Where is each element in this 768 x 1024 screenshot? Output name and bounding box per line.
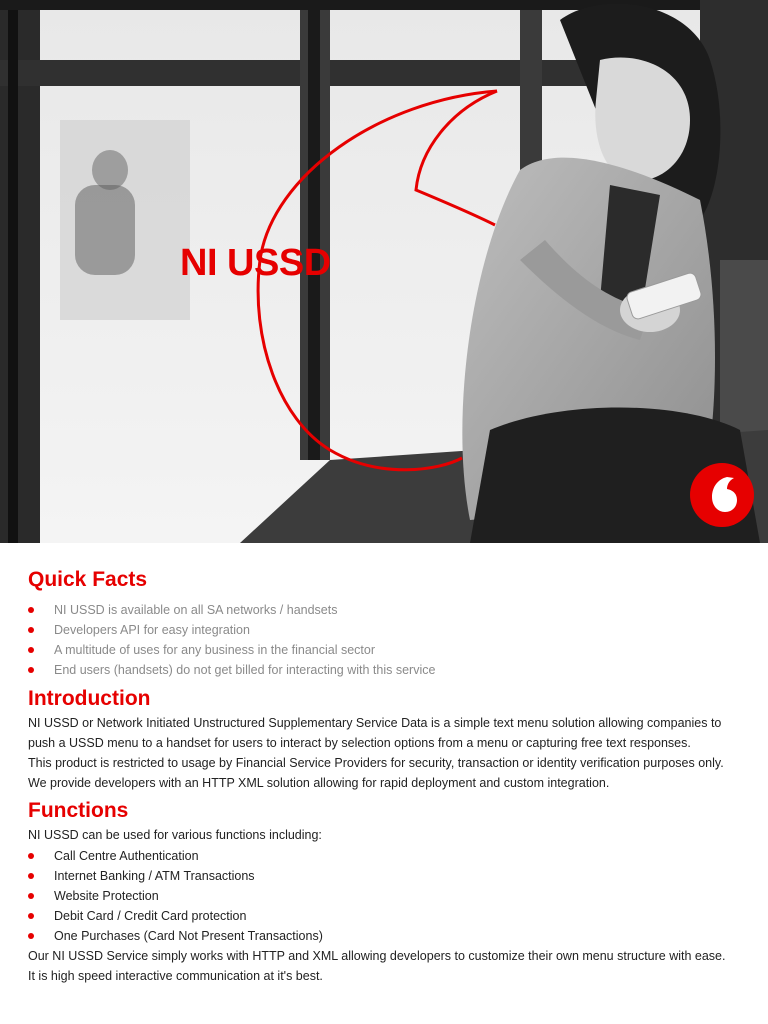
quick-facts-heading: Quick Facts [28,568,148,591]
introduction-line: We provide developers with an HTTP XML solution allowing for rapid deployment and custom integration. [28,776,610,790]
functions-closing-line: Our NI USSD Service simply works with HTTP and XML allowing developers to customize their own menu structure with ease. [28,949,726,963]
bullet-icon [28,667,34,673]
bullet-icon [28,627,34,633]
bullet-icon [28,853,34,859]
hero-title: NI USSD [180,242,331,284]
list-item: NI USSD is available on all SA networks / handsets [0,600,435,620]
list-item: Call Centre Authentication [0,846,323,866]
list-item: Website Protection [0,886,323,906]
functions-intro: NI USSD can be used for various functions including: [28,828,322,842]
functions-heading: Functions [28,799,129,822]
vodafone-logo-icon [690,463,754,527]
introduction-line: push a USSD menu to a handset for users to interact by selection options from a menu or capturing free text responses. [28,736,691,750]
list-item: Internet Banking / ATM Transactions [0,866,323,886]
list-item: One Purchases (Card Not Present Transactions) [0,926,323,946]
functions-closing-line: It is high speed interactive communication at it's best. [28,969,323,983]
quick-facts-list [0,600,435,680]
bullet-icon [28,893,34,899]
list-item: End users (handsets) do not get billed for interacting with this service [0,660,435,680]
list-item: Developers API for easy integration [0,620,435,640]
introduction-line: This product is restricted to usage by Financial Service Providers for security, transaction or identity verification purposes only. [28,756,724,770]
introduction-line: NI USSD or Network Initiated Unstructured Supplementary Service Data is a simple text menu solution allowing companies to [28,716,722,730]
list-item: A multitude of uses for any business in the financial sector [0,640,435,660]
functions-list [0,846,323,946]
bullet-icon [28,647,34,653]
bullet-icon [28,913,34,919]
bullet-icon [28,933,34,939]
document-body [0,543,768,1024]
bullet-icon [28,873,34,879]
introduction-heading: Introduction [28,687,151,710]
list-item: Debit Card / Credit Card protection [0,906,323,926]
bullet-icon [28,607,34,613]
